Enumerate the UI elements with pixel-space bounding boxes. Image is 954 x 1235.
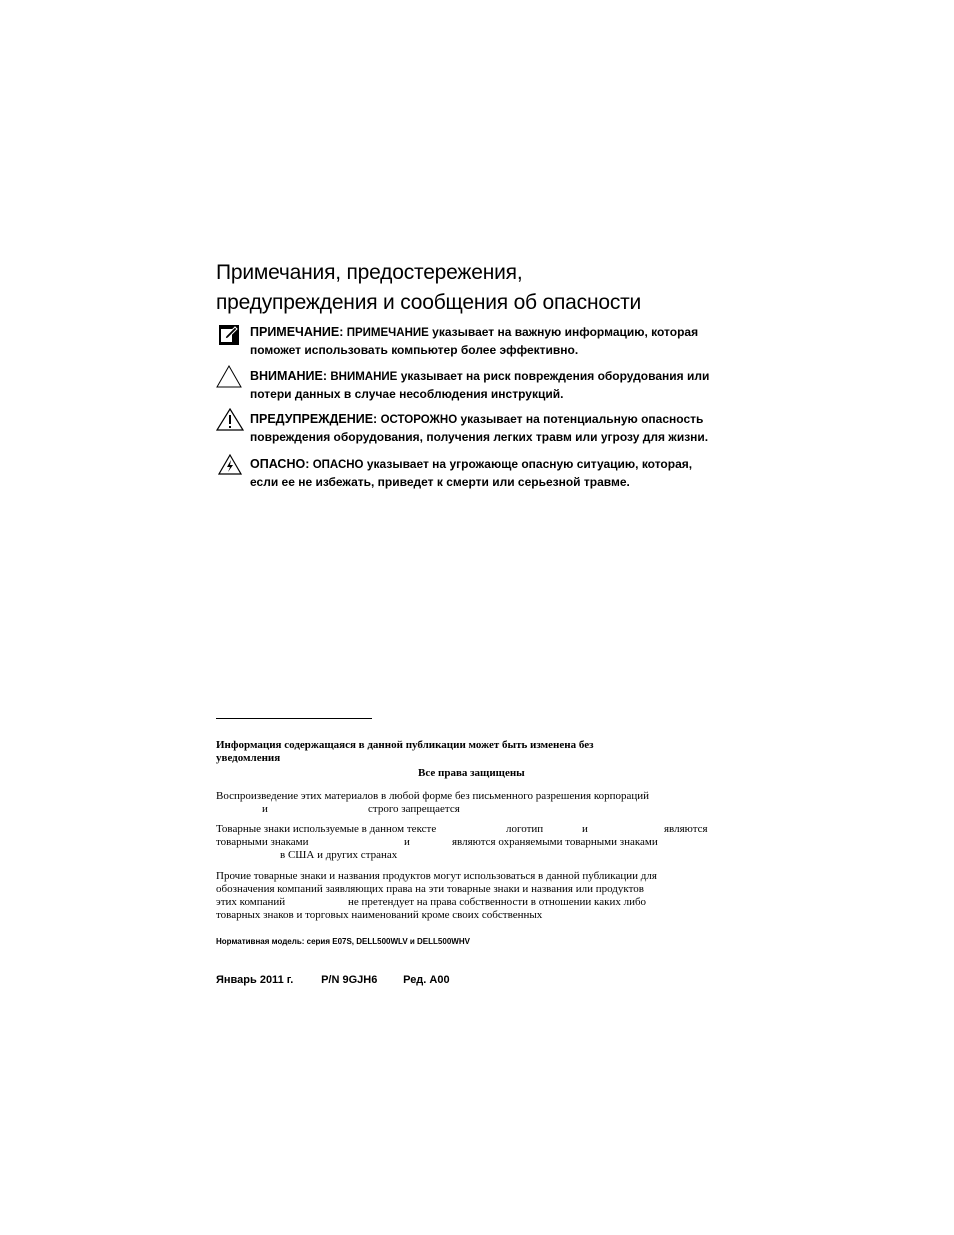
tm-usa: в США и других странах: [280, 849, 398, 861]
info-line-2: уведомления: [216, 752, 281, 764]
other-line-1: Прочие товарные знаки и названия продуктов могут использоваться в данной публикации для: [216, 870, 657, 882]
note-notice: [216, 324, 736, 359]
danger-text-1: указывает на угрожающе опасную ситуацию, которая,: [363, 457, 693, 471]
warning-notice: [216, 411, 736, 446]
warning-label: ПРЕДУПРЕЖДЕНИЕ:: [250, 412, 378, 426]
tm-text-a: Товарные знаки используемые в данном тексте: [216, 823, 437, 835]
tm-logo: логотип: [506, 823, 544, 835]
danger-label: ОПАСНО:: [250, 457, 310, 471]
title-line-1: Примечания, предостережения,: [216, 261, 523, 284]
reproduction-paragraph: [216, 790, 716, 816]
rights-reserved: Все права защищены: [418, 767, 525, 779]
trademarks-paragraph: [216, 823, 716, 862]
footer-revision: Ред. A00: [403, 974, 450, 986]
info-paragraph: [216, 739, 716, 765]
other-line-2: обозначения компаний заявляющих права на эти товарные знаки и названия или продуктов: [216, 883, 644, 895]
caution-notice: [216, 368, 736, 403]
warning-text-2: повреждения оборудования, получения легких травм или угрозу для жизни.: [250, 430, 709, 444]
footer-part-number: P/N 9GJH6: [321, 974, 378, 986]
other-trademarks-paragraph: [216, 870, 716, 922]
publication-footer: [216, 974, 450, 986]
tm-and: и: [582, 823, 588, 835]
repro-strict: строго запрещается: [368, 803, 460, 815]
warning-text-1: указывает на потенциальную опасность: [457, 412, 704, 426]
footnote-divider: [216, 718, 372, 719]
danger-keyword: ОПАСНО: [312, 459, 364, 471]
other-line-3a: этих компаний: [216, 896, 286, 908]
other-line-4: товарных знаков и торговых наименований кроме своих собственных: [216, 909, 543, 921]
regulatory-model: Нормативная модель: серия E07S, DELL500WLV и DELL500WHV: [216, 937, 470, 946]
caution-text-2: потери данных в случае несоблюдения инструкций.: [250, 387, 564, 401]
caution-keyword: ВНИМАНИЕ: [330, 371, 398, 383]
other-line-3b: не претендует на права собственности в отношении каких либо: [348, 896, 647, 908]
caution-triangle-icon: [216, 365, 242, 389]
note-label: ПРИМЕЧАНИЕ:: [250, 325, 344, 339]
info-line-1: Информация содержащаяся в данной публикации может быть изменена без: [216, 739, 594, 751]
caution-text-1: указывает на риск повреждения оборудования или: [397, 369, 710, 383]
danger-notice: [216, 456, 736, 491]
page-title: [216, 258, 816, 318]
footer-date: Январь 2011 г.: [216, 974, 294, 986]
tm-protected: являются охраняемыми товарными знаками: [452, 836, 658, 848]
tm-and-2: и: [404, 836, 410, 848]
note-pencil-icon: [219, 325, 239, 345]
tm-text-b: товарными знаками: [216, 836, 309, 848]
warning-keyword: ОСТОРОЖНО: [380, 414, 458, 426]
note-text-2: поможет использовать компьютер более эффективно.: [250, 343, 579, 357]
repro-and: и: [262, 803, 268, 815]
note-keyword: ПРИМЕЧАНИЕ: [346, 327, 429, 339]
warning-exclamation-icon: [216, 408, 244, 432]
note-text-1: указывает на важную информацию, которая: [428, 325, 699, 339]
title-line-2: предупреждения и сообщения об опасности: [216, 291, 642, 314]
repro-line-1: Воспроизведение этих материалов в любой форме без письменного разрешения корпораций: [216, 790, 650, 802]
danger-lightning-icon: [218, 454, 242, 476]
caution-label: ВНИМАНИЕ:: [250, 369, 327, 383]
tm-are: являются: [664, 823, 708, 835]
danger-text-2: если ее не избежать, приведет к смерти или серьезной травме.: [250, 475, 630, 489]
